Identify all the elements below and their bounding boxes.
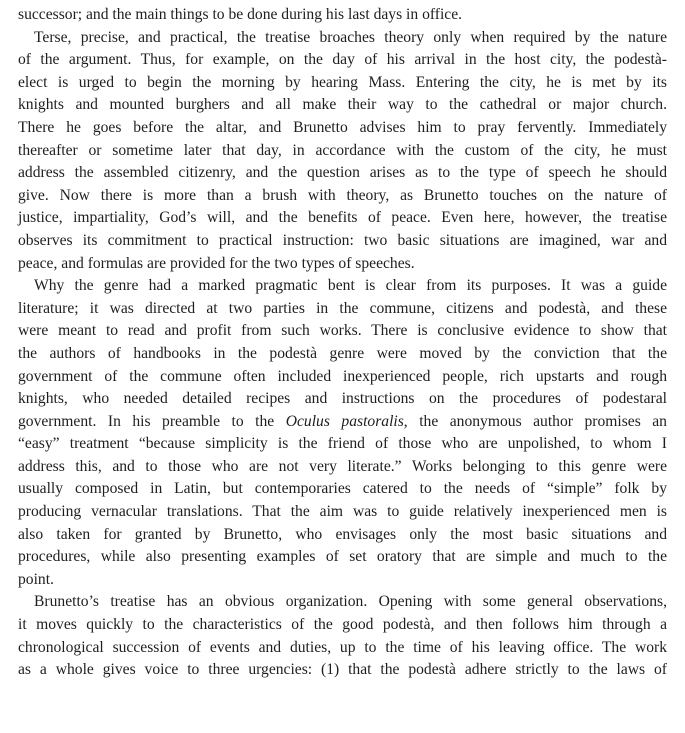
paragraph-continuation [18,4,667,27]
text-line: of the argument. Thus, for example, on the day of his arrival in the host city, the podestà- [18,51,667,69]
text-line: peace, and formulas are provided for the two types of speeches. [18,254,415,272]
text-line: Terse, precise, and practical, the treatise broaches theory only when required by the nature [34,28,667,46]
text-line: chronological succession of events and duties, up to the time of his leaving office. The work [18,638,667,656]
text-line: the authors of handbooks in the podestà genre were moved by the conviction that the [18,344,667,362]
text-segment: government. In his preamble to the [18,412,286,430]
text-line-with-title [18,411,667,434]
book-title-oculus-pastoralis: Oculus pastoralis [285,412,404,430]
text-line: knights and mounted burghers and all make their way to the cathedral or major church. [18,96,667,114]
text-line: usually composed in Latin, but contemporaries catered to the needs of “simple” folk by [18,480,667,498]
text-line: successor; and the main things to be done during his last days in office. [18,6,463,23]
text-line: address the assembled citizenry, and the question arises as to the type of speech he should [18,164,667,182]
text-line: address this, and to those who are not very literate.” Works belonging to this genre were [18,457,667,475]
text-line: were meant to read and profit from such works. There is conclusive evidence to show that [18,322,667,340]
text-line: thereafter or sometime later that day, in accordance with the custom of the city, he must [18,141,667,159]
text-line: Why the genre had a marked pragmatic bent is clear from its purposes. It was a guide [34,277,667,295]
text-line: “easy” treatment “because simplicity is the friend of those who are unpolished, to whom I [18,435,667,453]
text-line: also taken for granted by Brunetto, who envisages only the most basic situations and [18,525,667,543]
text-line: literature; it was directed at two parties in the commune, citizens and podestà, and these [18,299,667,317]
text-line: justice, impartiality, God’s will, and the benefits of peace. Even here, however, the treatise [18,209,667,227]
text-line: it moves quickly to the characteristics of the good podestà, and then follows him through a [18,616,667,634]
text-line: producing vernacular translations. That the aim was to guide relatively inexperienced men is [18,503,667,521]
paragraph-treatise-organization [18,591,667,681]
text-segment: , the anonymous author promises an [403,412,667,430]
text-line: point. [18,570,54,588]
text-line: procedures, while also presenting examples of set oratory that are simple and much to the [18,548,667,566]
paragraph-treatise-practical [18,27,667,276]
text-line: government of the commune often included inexperienced people, rich upstarts and rough [18,367,667,385]
text-line: knights, who needed detailed recipes and instructions on the procedures of podestaral [18,390,667,408]
text-line: observes its commitment to practical instruction: two basic situations are imagined, war and [18,231,667,249]
text-line: There he goes before the altar, and Brunetto advises him to pray fervently. Immediately [18,118,667,136]
paragraph-genre-pragmatic [18,275,667,591]
text-line: Brunetto’s treatise has an obvious organization. Opening with some general observations, [34,593,667,611]
text-line: as a whole gives voice to three urgencies: (1) that the podestà adhere strictly to the laws of [18,661,667,679]
text-line: give. Now there is more than a brush with theory, as Brunetto touches on the nature of [18,186,667,204]
text-line: elect is urged to begin the morning by hearing Mass. Entering the city, he is met by its [18,73,667,91]
